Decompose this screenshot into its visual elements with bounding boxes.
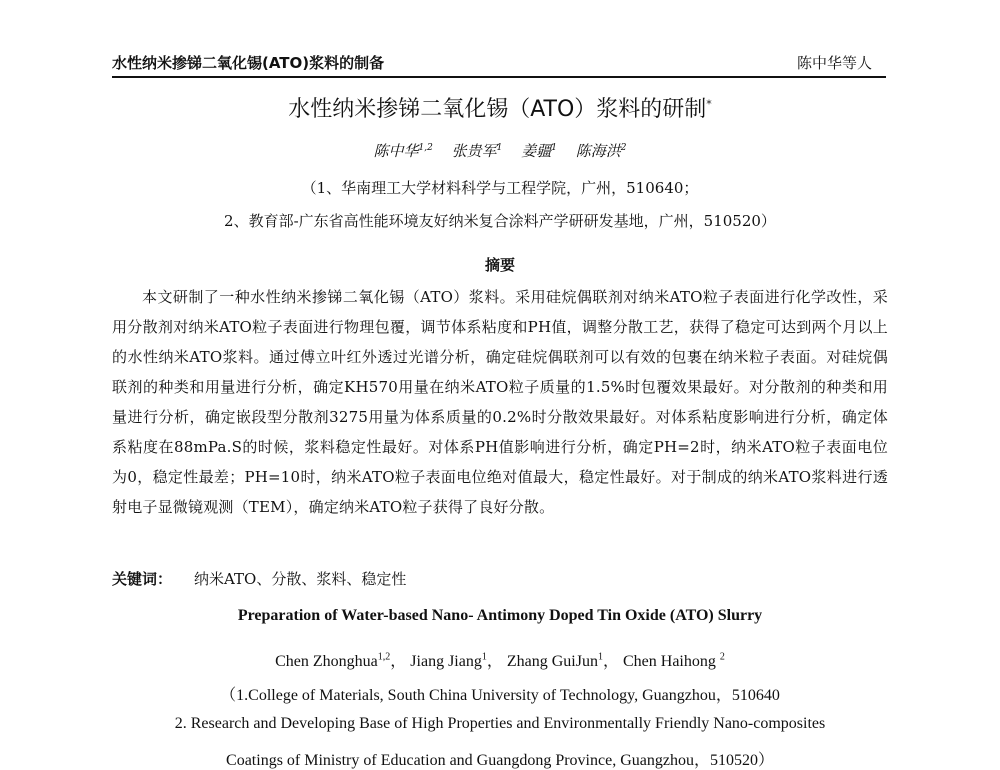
keywords-text: 纳米ATO、分散、浆料、稳定性 <box>194 570 407 588</box>
affiliation-cn-2: 2、教育部-广东省高性能环境友好纳米复合涂料产学研研发基地，广州，510520） <box>224 212 776 230</box>
author-cn <box>576 142 627 160</box>
author-affil-mark: 1 <box>496 143 503 153</box>
author-en <box>275 653 406 670</box>
author-cn <box>452 142 503 160</box>
author-name: 陈海洪 <box>575 142 621 160</box>
author-name: 陈中华 <box>373 142 419 160</box>
keywords-label: 关键词： <box>112 570 173 588</box>
affiliation-en-1: （1.College of Materials, South China University of Technology, Guangzhou，510640 <box>220 687 780 704</box>
paper-title <box>0 92 1000 123</box>
author-en <box>410 653 503 670</box>
author-separator: ， <box>602 653 619 670</box>
abstract-body: 本文研制了一种水性纳米掺锑二氧化锡（ATO）浆料。采用硅烷偶联剂对纳米ATO粒子表面进行化学改性，采用分散剂对纳米ATO粒子表面进行物理包覆，调节体系粘度和PH值，调整分散工艺，获得了稳定可达到两个月以上的水性纳米ATO浆料。通过傅立叶红外透过光谱分析，确定硅烷偶联剂可以有效的包裹在纳米粒子表面。对硅烷偶联剂的种类和用量进行分析，确定KH570用量在纳米ATO粒子质量的1.5%时包覆效果最好。对分散剂的种类和用量进行分析，确定嵌段型分散剂3275用量为体系质量的0.2%时分散效果最好。对体系粘度影响进行分析，确定体系粘度在88mPa.S的时候，浆料稳定性最好。对体系PH值影响进行分析，确定PH=2时，纳米ATO粒子表面电位为0，稳定性最差；PH=10时，纳米ATO粒子表面电位绝对值最大，稳定性最好。对于制成的纳米ATO浆料进行透射电子显微镜观测（TEM），确定纳米ATO粒子获得了良好分散。 <box>112 288 888 516</box>
authors-cn <box>0 140 1000 161</box>
author-name: Zhang GuiJun <box>506 653 598 670</box>
affiliation-en-3: Coatings of Ministry of Education and Guangdong Province, Guangzhou，510520） <box>226 752 774 769</box>
running-header-authors: 陈中华等人 <box>796 54 872 72</box>
affiliation-cn-1: （1、华南理工大学材料科学与工程学院，广州，510640； <box>301 179 699 197</box>
abstract-heading: 摘要 <box>484 256 515 274</box>
running-header-title: 水性纳米掺锑二氧化锡(ATO)浆料的制备 <box>112 54 385 72</box>
keywords <box>112 568 406 589</box>
authors-en <box>0 648 1000 671</box>
author-separator: ， <box>486 653 503 670</box>
author-separator: ， <box>390 653 407 670</box>
author-affil-mark: 1 <box>597 651 603 663</box>
running-header <box>112 44 886 78</box>
author-affil-mark: 1 <box>551 143 557 153</box>
english-title: Preparation of Water-based Nano- Antimony Doped Tin Oxide (ATO) Slurry <box>237 607 763 624</box>
author-affil-mark: 2 <box>620 143 627 153</box>
author-name: Jiang Jiang <box>410 653 482 670</box>
paper-title-text: 水性纳米掺锑二氧化锡（ATO）浆料的研制 <box>288 97 707 122</box>
author-cn <box>521 142 557 160</box>
author-affil-mark: 2 <box>719 651 725 663</box>
author-affil-mark: 1,2 <box>418 143 433 153</box>
author-name: Chen Zhonghua <box>275 653 378 670</box>
affiliation-en-2: 2. Research and Developing Base of High Properties and Environmentally Friendly Nano-composites <box>174 715 826 732</box>
author-affil-mark: 1 <box>481 651 487 663</box>
author-name: Chen Haihong <box>622 653 716 670</box>
author-en <box>507 653 619 670</box>
author-name: 姜疆 <box>521 142 552 160</box>
title-footnote-mark: * <box>706 97 712 111</box>
author-name: 张贵军 <box>451 142 497 160</box>
author-en <box>623 653 725 670</box>
author-affil-mark: 1,2 <box>377 651 391 663</box>
author-cn <box>374 142 433 160</box>
